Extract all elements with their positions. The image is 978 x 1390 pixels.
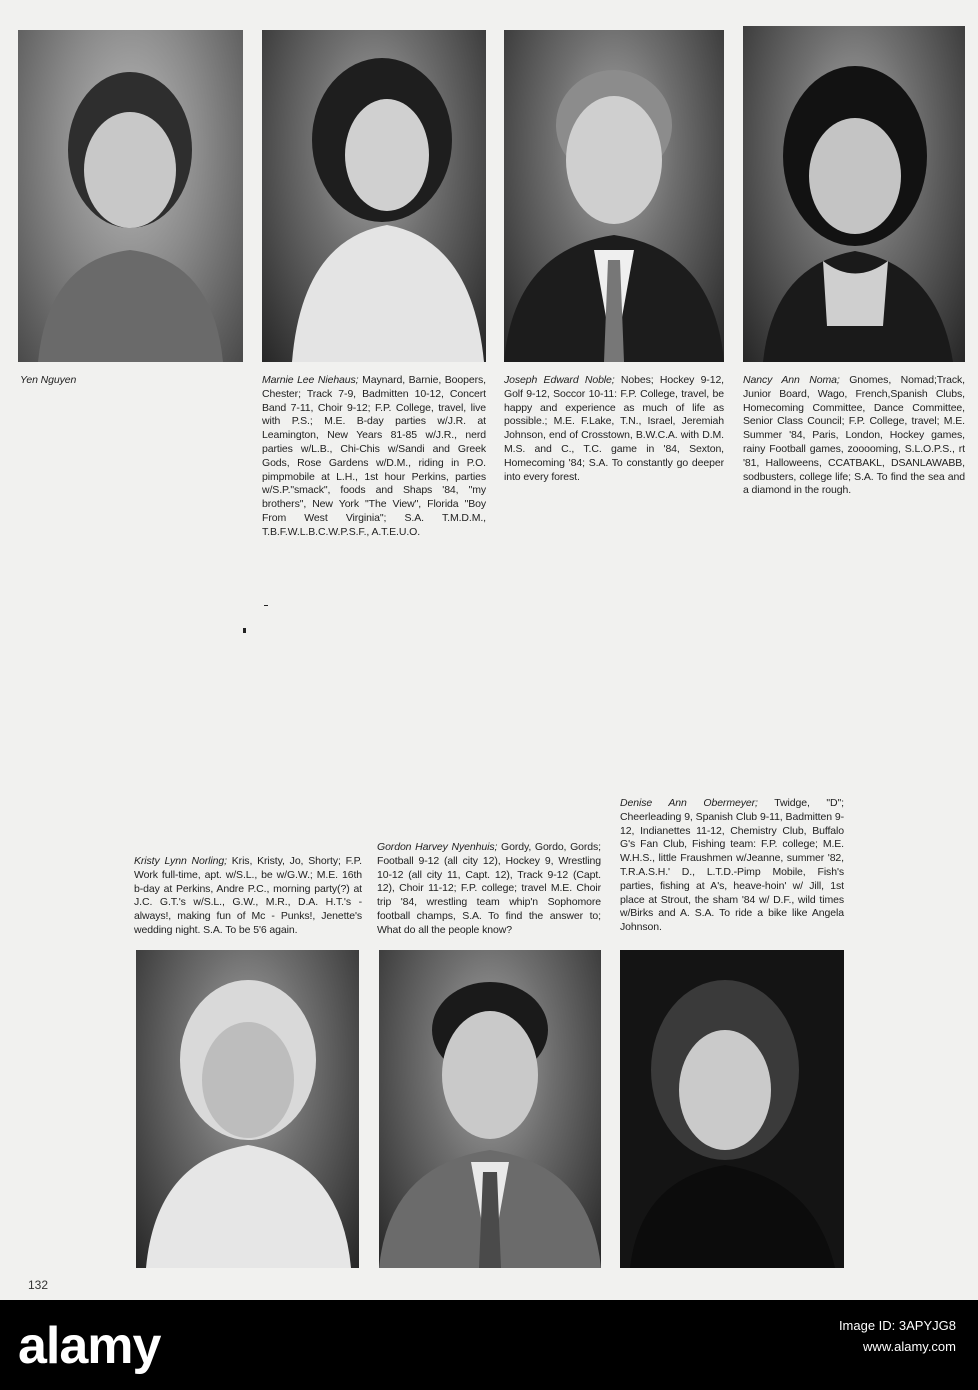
portrait-photo-kristy-norling [136, 950, 359, 1268]
caption-yen-nguyen [20, 374, 220, 388]
portrait-photo-marnie-niehaus [262, 30, 486, 362]
student-name: Nancy Ann Noma; [743, 374, 840, 386]
student-name: Yen Nguyen [20, 374, 77, 386]
caption-joseph-noble [504, 374, 724, 484]
portrait-photo-yen-nguyen [18, 30, 243, 362]
banner-info [839, 1318, 956, 1354]
page-number: 132 [28, 1278, 49, 1292]
caption-marnie-niehaus [262, 374, 486, 540]
portrait-photo-nancy-noma [743, 26, 965, 362]
student-bio: Twidge, "D"; Cheerleading 9, Spanish Club 9-11, Badmitten 9-12, Indianettes 11-12, Chemistry Club, Buffalo G's Fan Club, Fishing team: F.P. college; M.E. W.H.S., little Fraushmen w/Jeanne, summer '82, T.R.A.S.H.' D., L.T.D.-Pimp Mobile, Fish's parties, fishing at A's, heave-hoin' w/ Jill, 1st place at Strout, the sham '84 w/ D.F., wild times w/Birks and A. S.A. To ride a bike like Angela Johnson. [620, 797, 844, 934]
caption-kristy-norling [134, 855, 362, 938]
print-speck [264, 605, 268, 606]
student-bio: Nobes; Hockey 9-12, Golf 9-12, Soccor 10-11: F.P. College, travel, be happy and experience as much of life as possible.; M.E. F.Lake, T.N., Israel, Jeremiah Johnson, end of Crosstown, B.W.C.A. with D.M. M.S. and C., T.C. game in '84, Sexton, Homecoming '84; S.A. To constantly go deeper into every forest. [504, 374, 724, 483]
caption-denise-obermeyer [620, 797, 844, 935]
banner-url-link[interactable]: www.alamy.com [863, 1339, 956, 1354]
print-speck [243, 628, 246, 633]
student-bio: Gnomes, Nomad;Track, Junior Board, Wago, French,Spanish Clubs, Homecoming Committee, Dance Committee, Senior Class Council; F.P. College, travel; M.E. Summer '84, Paris, London, Hockey games, rainy Football games, zooooming, S.L.O.P.S., rt '81, Halloweens, CCATBAKL, DSANLAWABB, sodbusters, college life; S.A. To find the sea and a diamond in the rough. [743, 374, 965, 497]
portrait-photo-joseph-noble [504, 30, 724, 362]
caption-nancy-noma [743, 374, 965, 498]
portrait-photo-gordon-nyenhuis [379, 950, 601, 1268]
caption-gordon-nyenhuis [377, 841, 601, 938]
student-name: Marnie Lee Niehaus; [262, 374, 359, 386]
portrait-photo-denise-obermeyer [620, 950, 844, 1268]
student-bio: Maynard, Barnie, Boopers, Chester; Track 7-9, Badmitten 10-12, Concert Band 7-11, Choir 9-12; F.P. College, travel, live with P.S.; M.E. B-day parties w/J.R. at Leamington, New Years 81-85 w/J.R., nerd parties w/L.B., Chi-Chis w/Sandi and Greek Gods, Rose Gardens w/D.M., riding in P.O. pimpmobile at L.H., 1st hour Perkins, parties w/S.P."smack", foods and Shaps '84, "my brothers", New York "The View", Florida "Boy From West Virginia"; S.A. T.M.D.M., T.B.F.W.L.B.C.W.P.S.F., A.T.E.U.O. [262, 374, 486, 538]
student-name: Gordon Harvey Nyenhuis; [377, 841, 498, 853]
student-bio: Kris, Kristy, Jo, Shorty; F.P. Work full-time, apt. w/S.L., be w/G.W.; M.E. 16th b-day at Perkins, Andre P.C., morning party(?) at J.C. G.T.'s w/S.L., G.W., M.R., D.A. H.T.'s - always!, making fun of Mc - Punks!, Jenette's wedding night. S.A. To be 5'6 again. [134, 855, 362, 936]
student-name: Denise Ann Obermeyer; [620, 797, 758, 809]
alamy-logo: alamy [18, 1317, 161, 1375]
student-bio: Gordy, Gordo, Gords; Football 9-12 (all city 12), Hockey 9, Wrestling 10-12 (all city 11, Capt. 12), Track 9-12 (Capt. 12), Choir 11-12; F.P. college; travel M.E. Choir trip '84, wrestling team whip'n Sophomore football champs, S.A. To find the answer to; What do all the people know? [377, 841, 601, 936]
student-name: Joseph Edward Noble; [504, 374, 615, 386]
image-id-label: Image ID: 3APYJG8 [838, 1318, 956, 1333]
student-name: Kristy Lynn Norling; [134, 855, 227, 867]
